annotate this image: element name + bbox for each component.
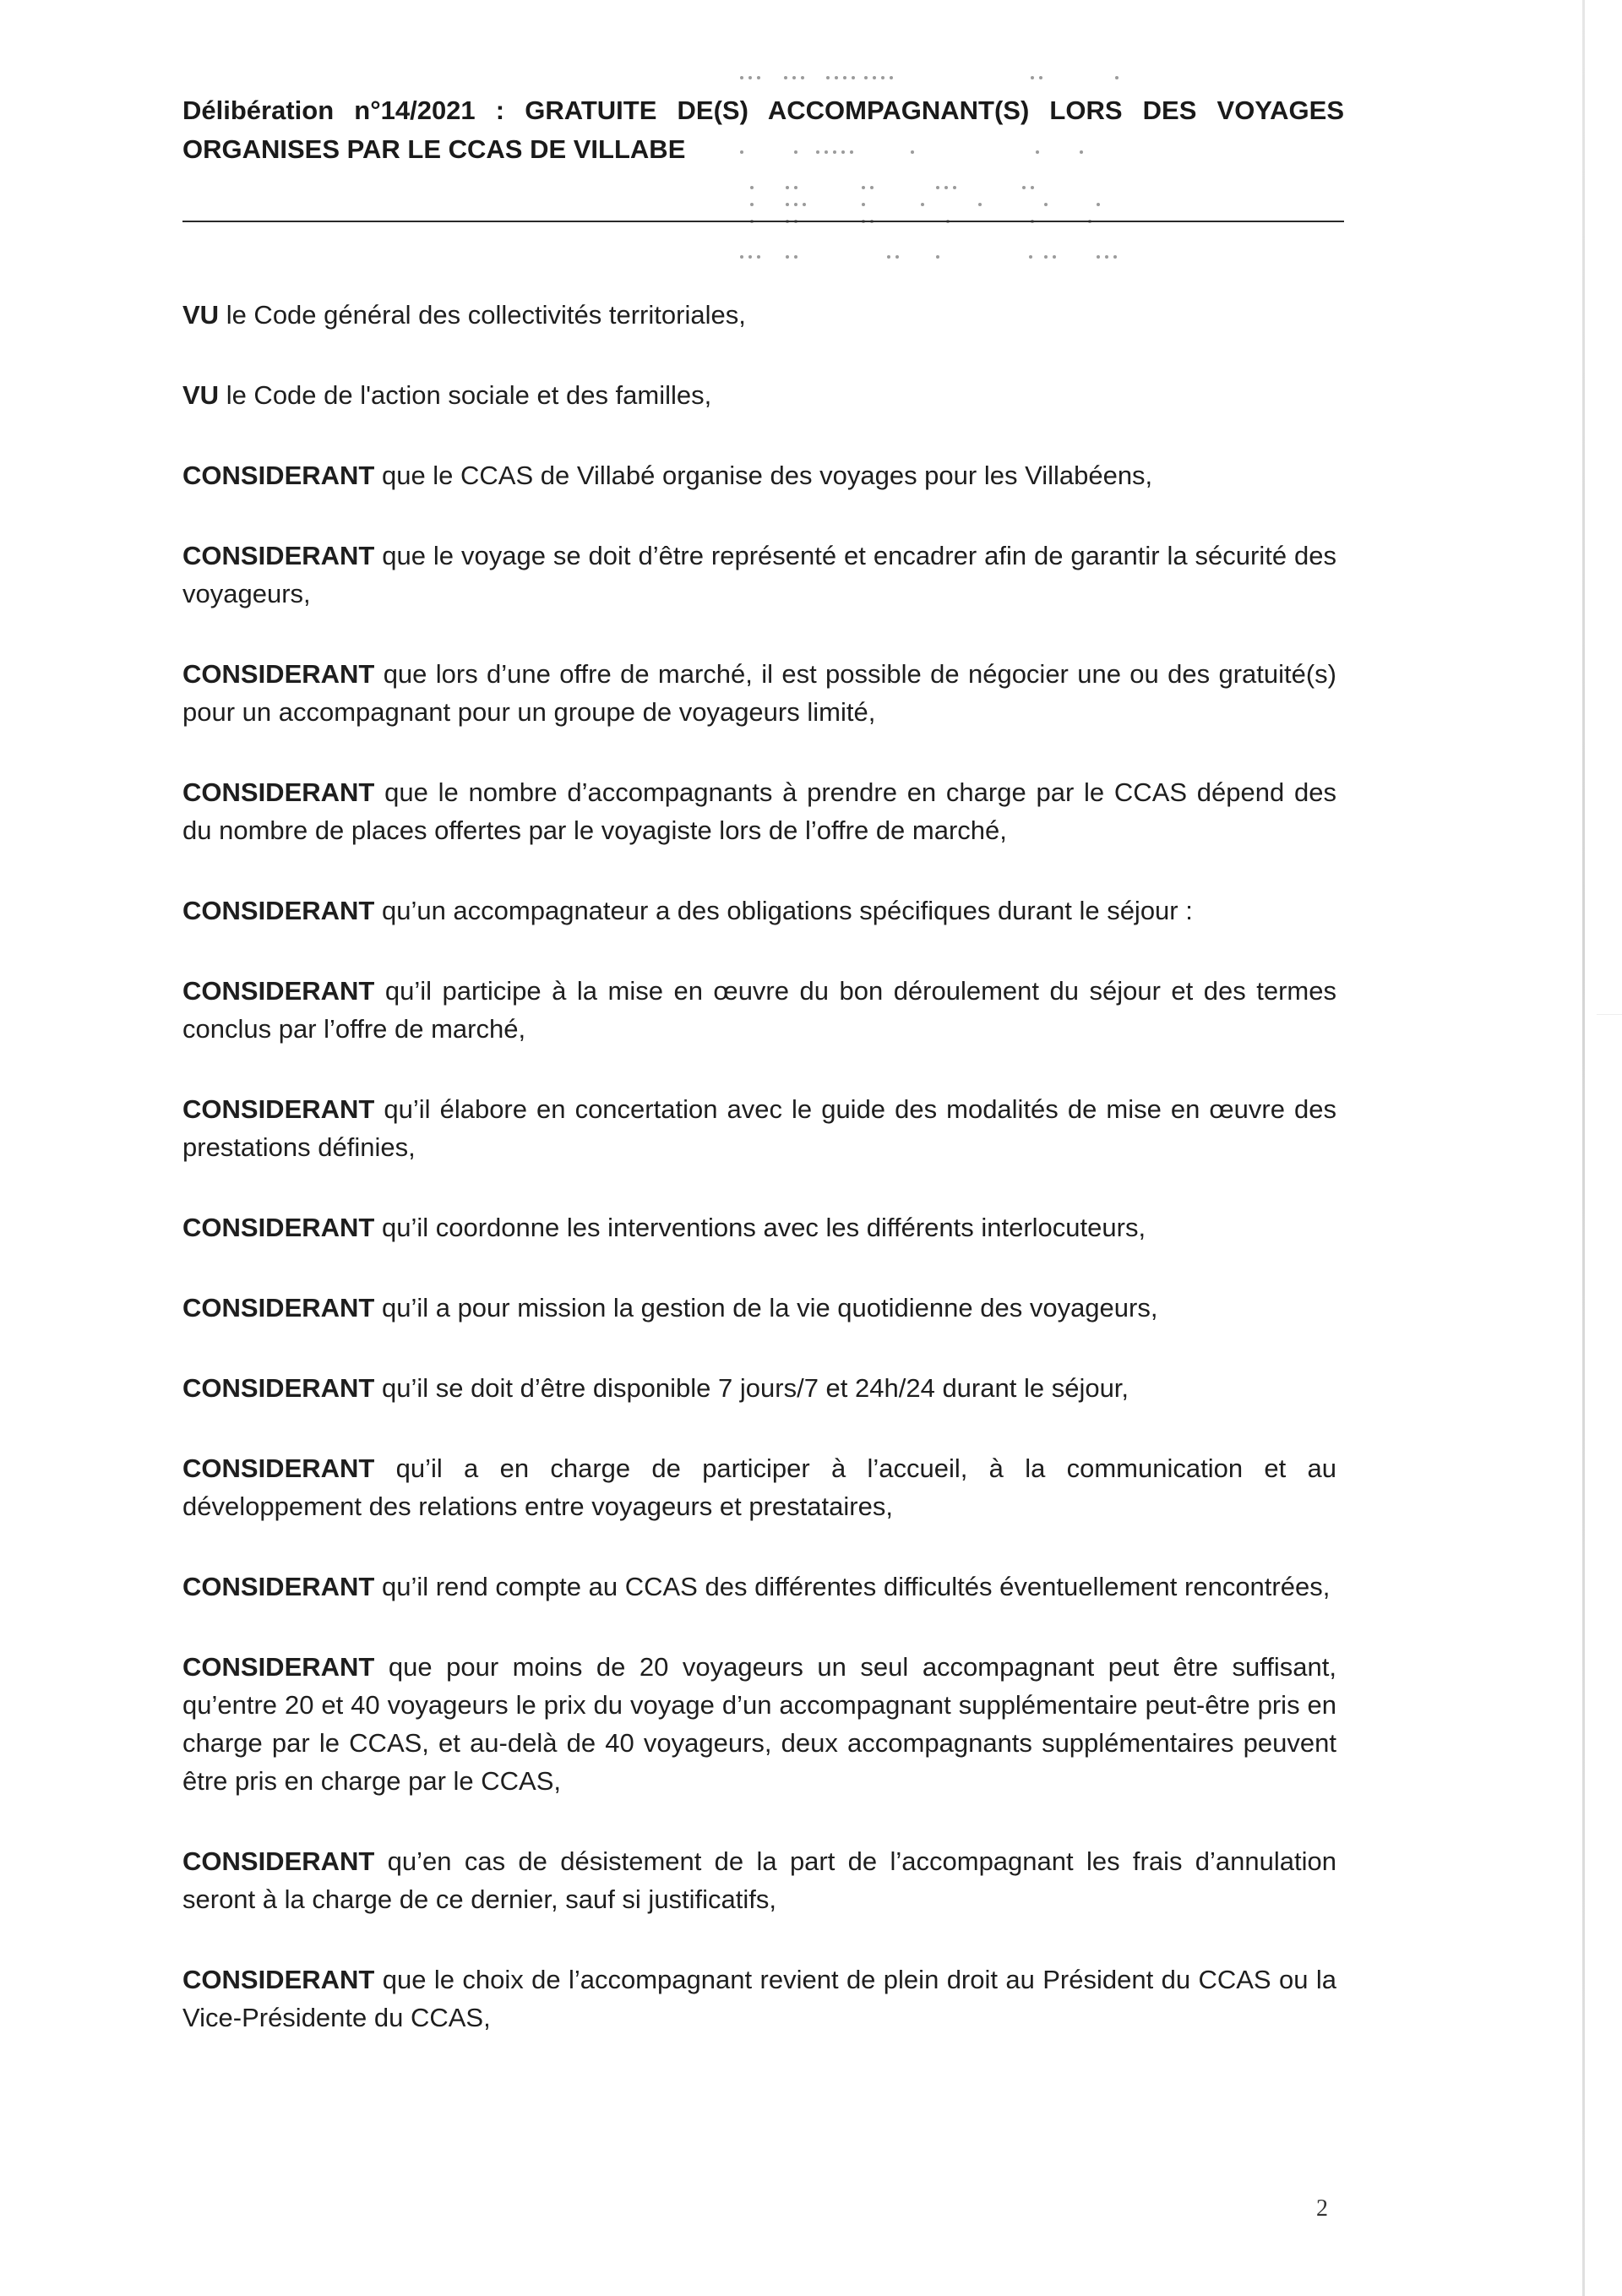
paragraph — [182, 537, 1336, 613]
paragraph-text: le Code général des collectivités territoriales, — [219, 300, 746, 330]
paragraph — [182, 296, 1336, 334]
paragraph-lead: CONSIDERANT — [182, 896, 375, 925]
paragraph — [182, 1449, 1336, 1525]
paragraph-text: qu’il a en charge de participer à l’accueil, à la communication et au développement des relations entre voyageurs et prestataires, — [182, 1453, 1336, 1521]
paragraph-lead: CONSIDERANT — [182, 541, 375, 570]
paragraph-text: que le choix de l’accompagnant revient de plein droit au Président du CCAS ou la Vice-Présidente du CCAS, — [182, 1965, 1336, 2032]
paragraph — [182, 1842, 1336, 1918]
paragraph — [182, 1090, 1336, 1166]
paragraph — [182, 1289, 1336, 1327]
paragraph-text: que pour moins de 20 voyageurs un seul accompagnant peut être suffisant, qu’entre 20 et 40 voyageurs le prix du voyage d’un accompagnant supplémentaire peut-être pris en charge par le CCAS, et au-delà de 40 voyageurs, deux accompagnants supplémentaires peuvent être pris en charge par le CCAS, — [182, 1652, 1336, 1796]
scan-edge — [1582, 0, 1585, 2296]
paragraph — [182, 456, 1336, 494]
paragraph — [182, 892, 1336, 930]
paragraph — [182, 1568, 1336, 1606]
paragraph-lead: CONSIDERANT — [182, 976, 375, 1006]
paragraph-lead: CONSIDERANT — [182, 1213, 375, 1242]
paragraph — [182, 1648, 1336, 1800]
paragraph-lead: CONSIDERANT — [182, 461, 375, 490]
paragraph-text: qu’il rend compte au CCAS des différentes difficultés éventuellement rencontrées, — [374, 1572, 1331, 1601]
paragraph-lead: CONSIDERANT — [182, 1094, 375, 1124]
paragraph-text: le Code de l'action sociale et des familles, — [219, 380, 712, 410]
paragraph-lead: CONSIDERANT — [182, 1373, 375, 1403]
paragraph-text: que lors d’une offre de marché, il est possible de négocier une ou des gratuité(s) pour un accompagnant pour un groupe de voyageurs limité, — [182, 659, 1336, 727]
paragraph-lead: CONSIDERANT — [182, 1652, 375, 1682]
paragraph — [182, 655, 1336, 731]
paragraph-lead: CONSIDERANT — [182, 1293, 375, 1323]
paragraph-lead: CONSIDERANT — [182, 1572, 375, 1601]
paragraph-text: que le nombre d’accompagnants à prendre en charge par le CCAS dépend des du nombre de places offertes par le voyagiste lors de l’offre de marché, — [182, 777, 1336, 845]
paragraph — [182, 773, 1336, 849]
paragraph-text: qu’il a pour mission la gestion de la vie quotidienne des voyageurs, — [374, 1293, 1158, 1323]
paragraph-text: qu’il élabore en concertation avec le guide des modalités de mise en œuvre des prestations définies, — [182, 1094, 1336, 1162]
paragraph-lead: CONSIDERANT — [182, 1453, 375, 1483]
header-title-line-2: ORGANISES PAR LE CCAS DE VILLABE — [182, 134, 686, 164]
paragraph-text: qu’un accompagnateur a des obligations spécifiques durant le séjour : — [374, 896, 1193, 925]
paragraph — [182, 1961, 1336, 2037]
header-divider — [182, 221, 1344, 222]
paragraph-lead: CONSIDERANT — [182, 1846, 375, 1876]
paragraph-text: qu’il se doit d’être disponible 7 jours/7 et 24h/24 durant le séjour, — [374, 1373, 1129, 1403]
paragraph-lead: CONSIDERANT — [182, 1965, 375, 1994]
paragraph — [182, 972, 1336, 1048]
paragraph — [182, 376, 1336, 414]
paragraph — [182, 1369, 1336, 1407]
paragraph-lead: VU — [182, 380, 220, 410]
paragraph-lead: VU — [182, 300, 220, 330]
page-number: 2 — [1316, 2195, 1328, 2222]
paragraph-text: qu’en cas de désistement de la part de l’accompagnant les frais d’annulation seront à la charge de ce dernier, sauf si justificatifs, — [182, 1846, 1336, 1914]
scan-artifact — [1597, 1014, 1622, 1015]
paragraph-text: que le CCAS de Villabé organise des voyages pour les Villabéens, — [374, 461, 1153, 490]
header-title-line-1: Délibération n°14/2021 : GRATUITE DE(S) ACCOMPAGNANT(S) LORS DES VOYAGES — [182, 95, 1344, 125]
paragraph-text: qu’il participe à la mise en œuvre du bon déroulement du séjour et des termes conclus par l’offre de marché, — [182, 976, 1336, 1044]
paragraph-lead: CONSIDERANT — [182, 659, 375, 689]
deliberation-body — [182, 296, 1336, 2079]
paragraph-text: qu’il coordonne les interventions avec les différents interlocuteurs, — [374, 1213, 1146, 1242]
deliberation-header — [182, 91, 1344, 169]
paragraph — [182, 1208, 1336, 1246]
paragraph-lead: CONSIDERANT — [182, 777, 375, 807]
paragraph-text: que le voyage se doit d’être représenté et encadrer afin de garantir la sécurité des voyageurs, — [182, 541, 1336, 608]
